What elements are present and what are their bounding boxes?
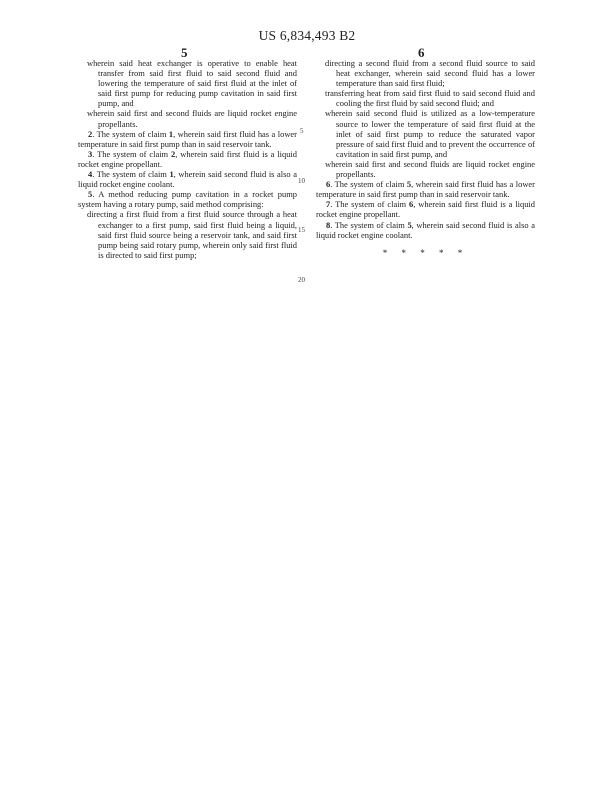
claim-number: 7 [326,199,331,210]
claim-6 [316,179,535,199]
claim-clause: wherein said heat exchanger is operative to enable heat transfer from said first fluid to said second fluid and lowering the temperature of said first fluid at the inlet of said first pump for reducing pump cavitation in said first pump, and [87,58,297,109]
claim-2 [78,129,297,149]
patent-number: US 6,834,493 B2 [258,28,356,43]
claim-reference: 1 [169,169,174,180]
line-number: 20 [298,276,305,284]
claim-text: . A method reducing pump cavitation in a rocket pump system having a rotary pump, said method comprising: [78,189,297,210]
claim-text: . The system of claim [92,148,171,159]
claim-number: 8 [326,219,331,230]
claim-number: 2 [88,128,93,139]
claim-text: . The system of claim [92,128,169,139]
claim-text: , wherein said first fluid has a lower temperature in said first pump than in said reservoir tank. [78,128,297,149]
end-of-document-mark: * * * * * [382,247,469,258]
claim-reference: 5 [407,219,412,230]
claim-5 [78,189,297,209]
right-column [316,58,535,258]
claim-clause: wherein said first and second fluids are liquid rocket engine propellants. [87,108,297,129]
claim-clause: transferring heat from said first fluid to said second fluid and cooling the first fluid by said second fluid; and [325,88,535,109]
claim-text: . The system of claim [92,169,170,180]
claim-text: . The system of claim [330,219,408,230]
line-number: 10 [298,177,305,185]
claim-number: 6 [326,179,331,190]
claim-number: 5 [88,189,93,200]
left-column [78,58,297,260]
claim-4 [78,169,297,189]
claim-reference: 1 [168,128,174,139]
claim-reference: 5 [406,179,412,190]
claim-clause: wherein said second fluid is utilized as a low-temperature source to lower the temperature of said first fluid at the inlet of said first pump to reduce the saturated vapor pressure of said first fluid and to prevent the occurrence of cavitation in said first pump, and [325,108,535,159]
column-number-left: 5 [181,45,188,60]
claim-text: . The system of claim [330,179,407,190]
claim-clause: wherein said first and second fluids are liquid rocket engine propellants. [325,158,535,180]
claim-text: , wherein said first fluid has a lower temperature in said first pump than in said reservoir tank. [316,179,535,200]
line-number: 15 [298,226,305,234]
column-number-right: 6 [418,45,425,60]
claim-clause: directing a second fluid from a second fluid source to said heat exchanger, wherein said second fluid has a lower temperature than said first fluid; [325,58,535,89]
claim-text: , wherein said first fluid is a liquid rocket engine propellant. [78,148,297,169]
claim-text: . The system of claim [330,199,409,210]
claim-7 [316,199,535,219]
line-number: 5 [300,127,304,135]
claim-text: , wherein said second fluid is also a liquid rocket engine coolant. [316,219,535,240]
claim-text: , wherein said second fluid is also a liquid rocket engine coolant. [78,169,297,190]
claim-number: 4 [88,169,93,180]
claim-8 [316,220,535,240]
claim-3 [78,149,297,169]
claim-number: 3 [88,148,93,159]
claim-clause: directing a first fluid from a first fluid source through a heat exchanger to a first pump, said first fluid being a liquid, said first fluid source being a reservoir tank, and said first pump being said rotary pump, wherein only said first fluid is directed to said first pump; [87,209,297,260]
claim-reference: 2 [171,148,176,159]
claim-text: , wherein said first fluid is a liquid rocket engine propellant. [316,199,535,220]
claim-reference: 6 [409,199,414,210]
